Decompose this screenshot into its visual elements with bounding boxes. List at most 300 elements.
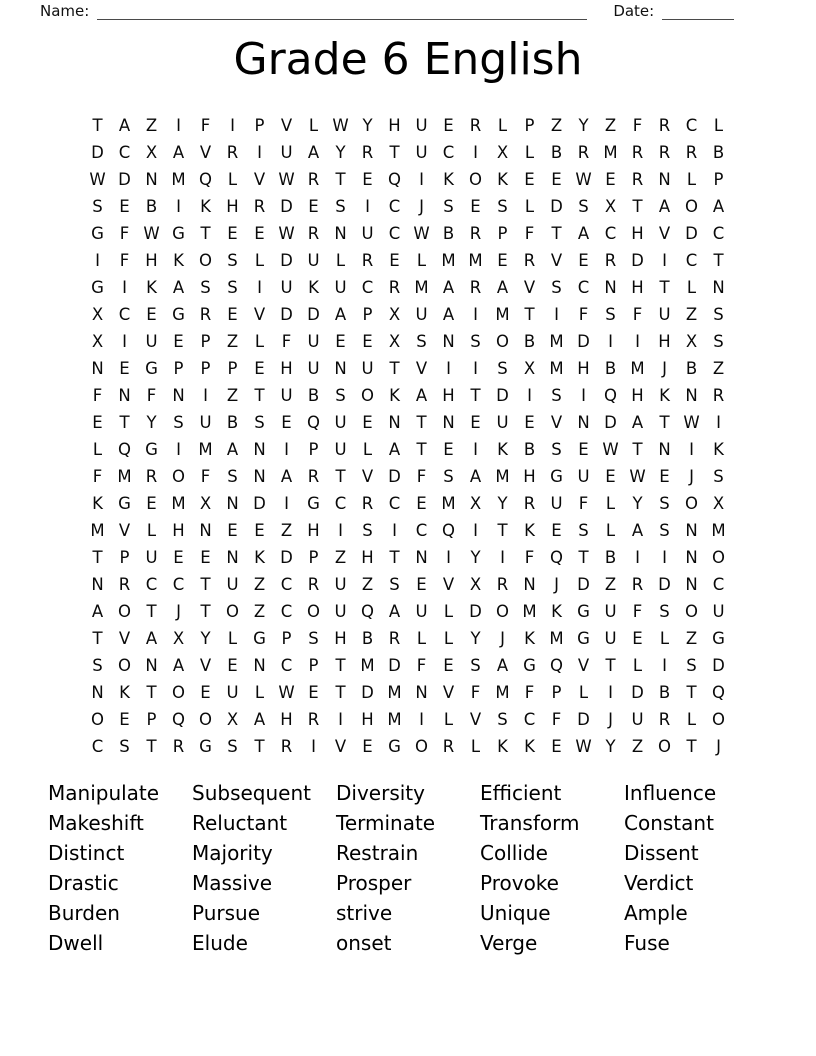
grid-letter: I <box>95 251 100 270</box>
grid-letter: I <box>473 359 478 378</box>
grid-letter: G <box>91 278 104 297</box>
grid-letter: L <box>335 251 346 270</box>
grid-letter: C <box>280 602 293 621</box>
grid-letter: A <box>172 656 185 675</box>
grid-letter: A <box>253 710 266 729</box>
word-list-item: Drastic <box>48 870 119 895</box>
grid-letter: U <box>604 629 617 648</box>
grid-letter: E <box>92 413 103 432</box>
grid-row <box>84 517 732 544</box>
grid-letter: I <box>392 521 397 540</box>
grid-letter: A <box>469 467 482 486</box>
grid-letter: T <box>146 683 157 702</box>
grid-letter: E <box>362 170 373 189</box>
grid-row <box>84 328 732 355</box>
grid-letter: A <box>172 278 185 297</box>
grid-letter: L <box>524 143 535 162</box>
grid-letter: S <box>551 386 562 405</box>
grid-letter: Y <box>200 629 211 648</box>
grid-letter: M <box>171 170 186 189</box>
grid-letter: F <box>524 224 535 243</box>
grid-letter: W <box>332 116 349 135</box>
grid-letter: S <box>254 413 265 432</box>
grid-letter: C <box>118 143 131 162</box>
grid-letter: N <box>226 548 239 567</box>
grid-letter: B <box>442 224 455 243</box>
grid-letter: S <box>416 332 427 351</box>
grid-letter: L <box>524 197 535 216</box>
grid-letter: K <box>659 386 670 405</box>
grid-letter: T <box>146 602 157 621</box>
grid-letter: U <box>145 332 158 351</box>
grid-letter: Q <box>172 710 185 729</box>
grid-letter: Q <box>199 170 212 189</box>
grid-letter: E <box>551 170 562 189</box>
grid-letter: U <box>415 143 428 162</box>
grid-letter: J <box>419 197 424 216</box>
grid-letter: D <box>577 710 590 729</box>
grid-letter: R <box>307 224 320 243</box>
grid-letter: U <box>280 143 293 162</box>
grid-letter: J <box>554 575 559 594</box>
grid-letter: C <box>685 251 698 270</box>
grid-letter: U <box>307 359 320 378</box>
grid-letter: C <box>604 224 617 243</box>
grid-letter: Q <box>388 170 401 189</box>
grid-letter: C <box>334 494 347 513</box>
grid-row <box>84 193 732 220</box>
grid-letter: H <box>631 386 644 405</box>
grid-letter: O <box>685 602 698 621</box>
grid-letter: K <box>119 683 130 702</box>
grid-letter: X <box>685 332 698 351</box>
grid-letter: E <box>362 737 373 756</box>
grid-letter: J <box>716 737 721 756</box>
grid-letter: M <box>117 467 132 486</box>
grid-letter: O <box>469 170 482 189</box>
grid-letter: L <box>470 737 481 756</box>
grid-row <box>84 652 732 679</box>
grid-letter: M <box>387 710 402 729</box>
grid-letter: Z <box>280 521 293 540</box>
grid-letter: E <box>254 224 265 243</box>
grid-letter: I <box>311 737 316 756</box>
grid-letter: S <box>578 197 589 216</box>
grid-letter: D <box>631 683 644 702</box>
grid-letter: S <box>227 467 238 486</box>
grid-letter: V <box>118 521 131 540</box>
grid-letter: P <box>200 359 211 378</box>
grid-letter: N <box>253 440 266 459</box>
grid-letter: I <box>527 386 532 405</box>
grid-letter: P <box>524 116 535 135</box>
grid-letter: I <box>581 386 586 405</box>
grid-letter: E <box>119 197 130 216</box>
grid-row <box>84 139 732 166</box>
grid-letter: I <box>257 278 262 297</box>
grid-letter: L <box>92 440 103 459</box>
grid-letter: W <box>413 224 430 243</box>
grid-letter: V <box>334 737 347 756</box>
grid-letter: U <box>361 224 374 243</box>
grid-letter: X <box>523 359 536 378</box>
grid-letter: S <box>335 197 346 216</box>
grid-letter: I <box>338 710 343 729</box>
grid-letter: L <box>443 629 454 648</box>
grid-letter: I <box>689 440 694 459</box>
grid-letter: U <box>334 440 347 459</box>
grid-letter: F <box>200 467 211 486</box>
grid-letter: K <box>524 629 535 648</box>
word-list-item: Verdict <box>624 870 694 895</box>
grid-letter: N <box>685 521 698 540</box>
grid-letter: A <box>631 521 644 540</box>
grid-letter: I <box>122 332 127 351</box>
grid-letter: S <box>713 305 724 324</box>
grid-letter: A <box>172 143 185 162</box>
grid-letter: K <box>524 521 535 540</box>
grid-letter: H <box>658 332 671 351</box>
grid-letter: U <box>658 305 671 324</box>
grid-letter: X <box>226 710 239 729</box>
word-list-item: Elude <box>192 930 248 955</box>
grid-letter: T <box>416 440 427 459</box>
grid-letter: H <box>631 224 644 243</box>
grid-letter: G <box>118 494 131 513</box>
grid-letter: E <box>254 521 265 540</box>
grid-letter: S <box>551 440 562 459</box>
grid-letter: D <box>253 494 266 513</box>
grid-letter: F <box>146 386 157 405</box>
grid-letter: B <box>604 359 617 378</box>
grid-letter: Z <box>604 116 617 135</box>
grid-letter: E <box>632 629 643 648</box>
grid-letter: P <box>254 116 265 135</box>
grid-letter: D <box>496 386 509 405</box>
grid-letter: A <box>91 602 104 621</box>
grid-letter: Z <box>712 359 725 378</box>
grid-letter: C <box>712 224 725 243</box>
grid-letter: Q <box>307 413 320 432</box>
grid-letter: E <box>578 440 589 459</box>
grid-letter: A <box>415 386 428 405</box>
grid-letter: E <box>524 413 535 432</box>
grid-letter: O <box>118 602 131 621</box>
grid-letter: T <box>92 629 103 648</box>
grid-letter: H <box>442 386 455 405</box>
grid-letter: V <box>199 143 212 162</box>
grid-letter: M <box>90 521 105 540</box>
grid-letter: S <box>470 656 481 675</box>
grid-letter: T <box>551 224 562 243</box>
grid-letter: V <box>118 629 131 648</box>
grid-letter: D <box>658 575 671 594</box>
grid-letter: G <box>577 602 590 621</box>
grid-letter: I <box>284 494 289 513</box>
grid-letter: U <box>712 602 725 621</box>
grid-letter: U <box>280 278 293 297</box>
grid-letter: S <box>443 467 454 486</box>
grid-letter: N <box>145 170 158 189</box>
grid-letter: F <box>416 467 427 486</box>
grid-letter: G <box>253 629 266 648</box>
grid-letter: N <box>685 575 698 594</box>
grid-letter: T <box>389 548 400 567</box>
grid-letter: U <box>307 251 320 270</box>
grid-row <box>84 571 732 598</box>
grid-letter: F <box>416 656 427 675</box>
grid-letter: Y <box>335 143 346 162</box>
grid-letter: N <box>712 278 725 297</box>
grid-letter: R <box>361 494 374 513</box>
grid-letter: R <box>469 278 482 297</box>
grid-letter: R <box>469 224 482 243</box>
grid-letter: G <box>199 737 212 756</box>
grid-letter: J <box>689 467 694 486</box>
grid-letter: I <box>473 143 478 162</box>
grid-letter: R <box>307 170 320 189</box>
name-label: Name: <box>40 2 90 20</box>
grid-row <box>84 706 732 733</box>
grid-letter: I <box>284 440 289 459</box>
grid-row <box>84 301 732 328</box>
grid-letter: I <box>446 359 451 378</box>
grid-letter: X <box>388 305 401 324</box>
grid-letter: U <box>334 575 347 594</box>
grid-letter: B <box>361 629 374 648</box>
grid-letter: R <box>388 278 401 297</box>
grid-letter: D <box>631 251 644 270</box>
grid-letter: R <box>631 575 644 594</box>
grid-letter: O <box>307 602 320 621</box>
grid-letter: O <box>199 251 212 270</box>
grid-letter: S <box>227 278 238 297</box>
grid-letter: V <box>253 305 266 324</box>
grid-letter: Z <box>253 575 266 594</box>
grid-letter: L <box>605 494 616 513</box>
word-list-item: Makeshift <box>48 810 144 835</box>
grid-letter: H <box>307 521 320 540</box>
grid-letter: U <box>415 602 428 621</box>
grid-letter: L <box>443 710 454 729</box>
grid-letter: X <box>496 143 509 162</box>
grid-letter: N <box>388 413 401 432</box>
grid-row <box>84 733 732 760</box>
grid-letter: A <box>145 629 158 648</box>
grid-letter: R <box>199 305 212 324</box>
grid-letter: O <box>199 710 212 729</box>
grid-letter: P <box>308 548 319 567</box>
grid-letter: U <box>550 494 563 513</box>
grid-letter: F <box>92 467 103 486</box>
grid-letter: I <box>635 548 640 567</box>
grid-letter: H <box>334 629 347 648</box>
grid-letter: P <box>713 170 724 189</box>
grid-letter: F <box>119 251 130 270</box>
grid-letter: E <box>389 251 400 270</box>
grid-letter: T <box>335 656 346 675</box>
grid-letter: M <box>441 494 456 513</box>
grid-letter: D <box>361 683 374 702</box>
grid-letter: N <box>685 548 698 567</box>
grid-letter: Q <box>442 521 455 540</box>
grid-letter: Z <box>226 332 239 351</box>
grid-letter: H <box>145 251 158 270</box>
grid-letter: N <box>442 413 455 432</box>
grid-letter: P <box>173 359 184 378</box>
grid-letter: E <box>227 521 238 540</box>
grid-letter: E <box>119 710 130 729</box>
grid-letter: A <box>712 197 725 216</box>
grid-letter: A <box>118 116 131 135</box>
grid-letter: L <box>497 116 508 135</box>
grid-letter: I <box>176 440 181 459</box>
date-write-line <box>662 5 734 20</box>
grid-letter: Y <box>632 494 643 513</box>
grid-letter: T <box>200 575 211 594</box>
grid-letter: U <box>631 710 644 729</box>
grid-letter: O <box>712 710 725 729</box>
grid-letter: N <box>253 656 266 675</box>
grid-letter: E <box>335 332 346 351</box>
grid-letter: E <box>416 494 427 513</box>
word-list-item: Diversity <box>336 781 425 805</box>
grid-letter: E <box>308 683 319 702</box>
grid-letter: U <box>226 575 239 594</box>
word-list-item: Provoke <box>480 870 559 895</box>
word-list-column <box>336 779 480 958</box>
grid-letter: S <box>173 413 184 432</box>
word-list-item: onset <box>336 930 392 955</box>
grid-letter: Q <box>604 386 617 405</box>
grid-letter: Y <box>497 494 508 513</box>
grid-letter: M <box>171 494 186 513</box>
grid-letter: N <box>226 494 239 513</box>
word-list-item: Terminate <box>336 810 436 835</box>
grid-letter: U <box>334 413 347 432</box>
grid-letter: D <box>388 656 401 675</box>
grid-letter: S <box>578 521 589 540</box>
grid-letter: H <box>361 710 374 729</box>
grid-letter: I <box>257 143 262 162</box>
grid-letter: E <box>119 359 130 378</box>
word-list-item: Unique <box>480 900 551 925</box>
grid-letter: R <box>361 143 374 162</box>
grid-letter: M <box>711 521 726 540</box>
grid-letter: U <box>361 359 374 378</box>
grid-letter: C <box>280 575 293 594</box>
grid-letter: N <box>442 332 455 351</box>
grid-letter: S <box>227 251 238 270</box>
grid-letter: D <box>280 305 293 324</box>
grid-letter: K <box>200 197 211 216</box>
grid-letter: E <box>659 467 670 486</box>
grid-letter: K <box>146 278 157 297</box>
grid-letter: S <box>92 197 103 216</box>
word-list-item: Massive <box>192 870 273 895</box>
grid-letter: M <box>441 251 456 270</box>
grid-letter: W <box>575 170 592 189</box>
grid-letter: E <box>146 305 157 324</box>
grid-letter: O <box>685 494 698 513</box>
grid-letter: Q <box>712 683 725 702</box>
grid-letter: B <box>604 548 617 567</box>
grid-letter: C <box>712 575 725 594</box>
grid-letter: Z <box>604 575 617 594</box>
grid-row <box>84 112 732 139</box>
grid-letter: E <box>524 170 535 189</box>
grid-letter: I <box>716 413 721 432</box>
grid-letter: N <box>334 224 347 243</box>
grid-letter: V <box>550 413 563 432</box>
grid-letter: U <box>307 332 320 351</box>
grid-letter: O <box>118 656 131 675</box>
grid-letter: C <box>442 143 455 162</box>
grid-letter: E <box>281 413 292 432</box>
grid-letter: K <box>389 386 400 405</box>
grid-letter: S <box>389 575 400 594</box>
grid-letter: I <box>338 521 343 540</box>
grid-letter: L <box>416 251 427 270</box>
grid-letter: X <box>91 305 104 324</box>
grid-letter: L <box>362 440 373 459</box>
grid-letter: J <box>176 602 181 621</box>
grid-letter: A <box>442 278 455 297</box>
grid-letter: K <box>497 170 508 189</box>
grid-letter: F <box>524 683 535 702</box>
grid-letter: R <box>307 467 320 486</box>
grid-letter: W <box>278 224 295 243</box>
grid-letter: X <box>469 494 482 513</box>
grid-letter: T <box>92 548 103 567</box>
grid-letter: I <box>473 305 478 324</box>
grid-letter: L <box>578 683 589 702</box>
grid-letter: P <box>200 332 211 351</box>
grid-row <box>84 220 732 247</box>
grid-letter: Q <box>550 656 563 675</box>
grid-letter: A <box>442 305 455 324</box>
grid-letter: D <box>469 602 482 621</box>
word-list-item: Majority <box>192 840 273 865</box>
grid-letter: E <box>227 224 238 243</box>
grid-letter: V <box>550 251 563 270</box>
grid-letter: D <box>118 170 131 189</box>
grid-letter: U <box>496 413 509 432</box>
grid-letter: K <box>443 170 454 189</box>
grid-letter: I <box>203 386 208 405</box>
grid-letter: M <box>198 440 213 459</box>
word-list <box>48 779 716 958</box>
grid-letter: C <box>145 575 158 594</box>
grid-letter: T <box>200 602 211 621</box>
grid-letter: K <box>524 737 535 756</box>
grid-letter: W <box>143 224 160 243</box>
word-list-item: Pursue <box>192 900 261 925</box>
grid-letter: C <box>415 521 428 540</box>
grid-letter: N <box>199 521 212 540</box>
grid-letter: H <box>172 521 185 540</box>
grid-letter: E <box>605 467 616 486</box>
grid-letter: S <box>200 278 211 297</box>
grid-letter: C <box>577 278 590 297</box>
grid-letter: V <box>523 278 536 297</box>
grid-letter: M <box>549 332 564 351</box>
word-search-grid <box>84 112 732 760</box>
grid-letter: H <box>280 710 293 729</box>
grid-letter: Q <box>550 548 563 567</box>
grid-letter: L <box>686 170 697 189</box>
grid-letter: P <box>308 656 319 675</box>
